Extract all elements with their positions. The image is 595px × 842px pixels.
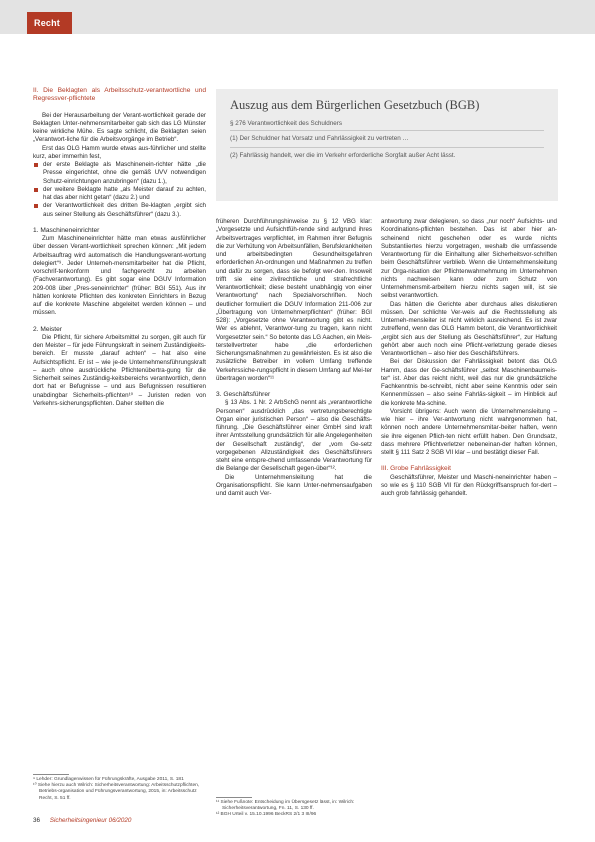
subheading: 3. Geschäftsführer <box>216 391 271 398</box>
footnote-rule <box>33 774 69 775</box>
page-footer <box>33 817 131 824</box>
section-heading: II. Die Beklagten als Arbeitsschutz-verantwortliche und Regressver-pflichtete <box>33 87 206 103</box>
list-item: der erste Beklagte als Maschinenein-richter hätte „die Presse eingerichtet, ohne die gemäß UVV notwendigen Schutz-einrichtungen anzubringen“ (dazu 1.), <box>33 161 206 186</box>
paragraph: Die Unternehmensleitung hat die Organisationspflicht. Sie kann Unter-nehmensaufgaben und damit auch Ver- <box>216 473 372 497</box>
bullet-list <box>33 161 206 219</box>
page-header <box>0 0 595 34</box>
box-subtitle: § 276 Verantwortlichkeit des Schuldners <box>230 120 343 127</box>
box-line: (2) Fahrlässig handelt, wer die im Verkehr erforderliche Sorgfalt außer Acht lässt. <box>230 151 456 159</box>
divider <box>230 147 544 148</box>
paragraph: Erst das OLG Hamm wurde etwas aus-führlicher und stellte kurz, aber immerhin fest, <box>33 144 206 160</box>
footnote: ⁹ Lehder: Grundlagenwissen für Führungskräfte, Ausgabe 2011, S. 181 <box>33 777 184 782</box>
paragraph: Vorsicht übrigens: Auch wenn die Unternehmensleitung – wie hier – ihre Ver-antwortung nicht wahrgenommen hat, können noch andere Unternehmensmitar-beiter haften, wenn sie ihre eigenen Pflich-ten nicht erfüllt haben. Den Grundsatz, dass mehrere Pflichtverletzer nebeneinan-der haften können, stellt § 111 Satz 2 SGB VII klar – und bestätigt dieser Fall. <box>381 407 557 456</box>
footnote: ¹¹ Siehe Fußnote: Entscheidung im Übersgesetz lässt, in: Wilrich: Sicherheitsverantwortung, Fn. 11, S. 130 ff. <box>216 800 355 812</box>
column-middle <box>216 218 372 498</box>
paragraph: Das hätten die Gerichte aber durchaus alles diskutieren müssen. Der schlichte Ver-weis auf die Rechtsstellung als Unterneh-mensleiter ist nicht wirklich ausreichend. Es ist zwar zutreffend, wenn das OLG Hamm betont, die Verantwortlichkeit „ergibt sich aus der Stellung als Geschäftsführer“, zur Haftung gehört aber auch noch eine Pflicht-verletzung gerade dieses Verantwortlichen – also hier des Geschäftsführers. <box>381 300 557 357</box>
subheading: 1. Maschineneinrichter <box>33 226 100 234</box>
box-line: (1) Der Schuldner hat Vorsatz und Fahrlässigkeit zu vertreten … <box>230 135 409 142</box>
subheading: 2. Meister <box>33 325 62 333</box>
footnote: ¹² BGH Urteil v. 15.10.1996 BeckRS 2/1 3 III/96 <box>216 812 317 818</box>
footnotes-middle <box>216 800 372 819</box>
section-heading: III. Grobe Fahrlässigkeit <box>381 465 451 473</box>
column-left <box>33 87 206 408</box>
column-right <box>381 218 557 498</box>
paragraph: antwortung zwar delegieren, so dass „nur noch“ Aufsichts- und Koordinations-pflichten bestehen. Das ist aber hier an-scheinend nicht geschehen oder es wurde nichts Substantiiertes hierzu vorgetragen, weshalb die umfassende Verantwortung für die Einhaltung aller Sicherheitsvor-schriften beim Geschäftsführer verblieb. Wenn die Unternehmensleitung zur Orga-nisation der Pflichtenwahrnehmung im Unternehmen nichts nachweisen kann oder zum Schutz von Unternehmensmit-arbeitern hierzu nichts sagen will, ist sie selbst verantwortlich. <box>381 218 557 300</box>
paragraph: Geschäftsführer, Meister und Maschi-neneinrichter haben – so wie es § 110 SGB VII für den Rückgriffsanspruch for-dert – auch grob fahrlässig gehandelt. <box>381 473 557 497</box>
footnote-rule <box>216 797 252 798</box>
paragraph: früheren Durchführungshinweise zu § 12 VBG klar: „Vorgesetzte und Aufsichtfüh-rende sind aufgrund ihres Arbeitsvertrages verpflichtet, im Rahmen ihrer Befugnis die zur Verhütung von Arbeitsunfällen, Berufskrankheiten und arbeitsbedingten Gesundheitsgefahren erforderlichen An-ordnungen und Maßnahmen zu treffen und dafür zu sorgen, dass sie befolgt wer-den. Insoweit trifft sie eine zivilrechtliche und strafrechtliche Verantwortlichkeit; diese besteht unabhängig von einer Verantwortung“ nach Spezialvorschriften. Noch deutlicher formuliert die DGUV Information 211-006 zur „Übertragung von Unternehmerpflichten“ (früher: BGI 528): „Vorgesetzte ohne Verantwortung gibt es nicht. Wer es ablehnt, Verantwor-tung zu tragen, kann nicht Vorgesetzter sein.“ So betonte das LG Aachen, ein Meis-terstellvertreter habe „die erforderlichen Sicherungsmaßnahmen zu gewährleisten. Es ist also die zusätzliche Betreiber im vollem Umfang treffende Verkehrssiche-rungspflicht in diesem Umfang auf Mei-ter übertragen worden“¹¹ <box>216 218 372 382</box>
journal-name: Sicherheitsingenieur 06/2020 <box>49 817 132 824</box>
paragraph: Bei der Herausarbeitung der Verant-wortlichkeit gerade der Beklagten Unter-nehmensmitarbeiter gab sich das LG Münster keine wirkliche Mühe. Es sagte schlicht, die Beklagten seien „Verantwort-liche für die Arbeitsvorgänge im Betrieb“. <box>33 111 206 144</box>
info-box <box>216 89 558 201</box>
list-item: der Verantwortlichkeit des dritten Be-klagten „ergibt sich aus seiner Stellung als Geschäftsführer“ (dazu 3.). <box>33 202 206 219</box>
footnotes-left <box>33 777 203 802</box>
page-number: 36 <box>33 817 41 824</box>
list-item: der weitere Beklagte hatte „als Meister darauf zu achten, hat das aber nicht getan“ (dazu 2.) und <box>33 186 206 203</box>
paragraph: Zum Maschineneinrichter hätte man etwas ausführlicher über dessen Verant-wortlichkeit sprechen können: „Mit jedem Arbeitsauftrag wird automatisch die Handlungsverant-wortung delegiert“⁹. Jeder Unterneh-mensmitarbeiter hat die Pflicht, vorschrif-tenkonform und fachgerecht zu arbeiten (Fachverantwortung). Es gibt sogar eine DGUV Information 209-008 über „Pres-seneinrichter“ (früher: BGI 551). Aus ihr hätten konkrete Pflichten des konkreten Einrichters in Bezug auf die konkrete Maschine abgeleitet werden können – und müssen. <box>33 235 206 317</box>
section-tag: Recht <box>27 12 72 34</box>
box-title: Auszug aus dem Bürgerlichen Gesetzbuch (BGB) <box>230 98 480 112</box>
footnote: ¹⁰ Siehe hierzu auch Wilrich: Sicherheitsverantwortung: Arbeitsschutzpflichten, Betriebs-organisation und Führungsverantwortung, 2015, in: Arbeitsschutz Recht, S. 51 ff. <box>33 783 200 801</box>
divider <box>230 130 544 131</box>
paragraph: Die Pflicht, für sichere Arbeitsmittel zu sorgen, gilt auch für den Meister – für jede Führungskraft in seinem Zuständigkeits-bereich. Er musste „darauf achten“ – hat also eine Aufsichtspflicht. Er ist – wie je-de Unternehmensführungskraft – auch ohne ausdrückliche Pflichtenübertra-gung für die Sicherheit seines Zuständig-keitsbereichs verantwortlich, denn dort hat er Befugnisse – und aus Befugnissen resultieren unabdingbar Sicherheits-pflichten¹⁰ – Juristen reden von Verkehrs-sicherungspflichten. Daher stellten die <box>33 333 206 407</box>
paragraph: § 13 Abs. 1 Nr. 2 ArbSchG nennt als „verantwortliche Personen“ ausdrücklich „das vertretungsberechtigte Organ einer juristischen Person“ – also die Geschäfts-führung. „Die Geschäftsführer einer GmbH sind kraft ihrer Amtsstellung grundsätzlich für alle Angelegenheiten der Gesellschaft zuständig“, der „vom Ge-setz vorgegebenen Allzuständigkeit des Geschäftsführers steht eine entspre-chend umfassende Verantwortung für die Belange der Gesellschaft gegen-über“¹². <box>216 399 372 473</box>
paragraph: Bei der Diskussion der Fahrlässigkeit betont das OLG Hamm, dass der Ge-schäftsführer „selbst Maschinenbaumeis-ter“ ist. Aber das reicht nicht, weil das nur die grundsätzliche Fachkenntnis be-schreibt, nicht aber seine Kenntnis oder sein Kennenmüssen – also seine Fahrläs-sigkeit – im Hinblick auf die konkrete Ma-schine. <box>381 358 557 407</box>
